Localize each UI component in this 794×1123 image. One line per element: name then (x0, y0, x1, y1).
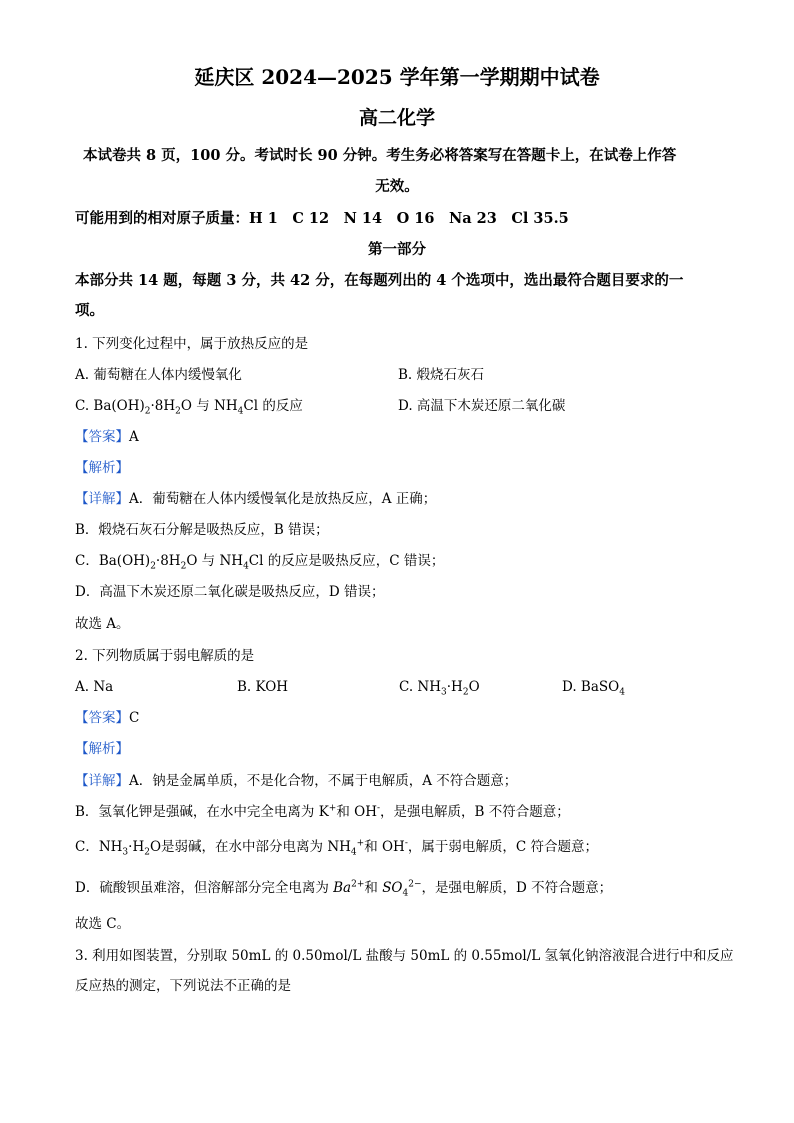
q2-option-a: A. Na (75, 679, 114, 695)
part-instructions-line-2: 项。 (75, 302, 104, 319)
q2-analysis-tag: 【解析】 (75, 741, 129, 757)
q2-detail-d: D．硫酸钡虽难溶，但溶解部分完全电离为 $Ba^{2+}$和 $SO_4^{2-}$，是强电解质，D 不符合题意； (75, 879, 613, 899)
q2-option-c: C. $NH_3\cdot H_2O$ (399, 679, 480, 698)
q1-detail-d: D．高温下木炭还原二氧化碳是吸热反应，D 错误； (75, 584, 385, 600)
part-title: 第一部分 (368, 241, 426, 258)
q2-detail-a: 【详解】A．钠是金属单质，不是化合物，不属于电解质，A 不符合题意； (75, 773, 518, 789)
notice-line-2: 无效。 (375, 178, 419, 195)
q2-stem: 2. 下列物质属于弱电解质的是 (75, 648, 255, 664)
q3-stem-line-2: 反应热的测定，下列说法不正确的是 (75, 978, 291, 994)
q1-option-b: B. 煅烧石灰石 (398, 367, 485, 383)
notice-line-1: 本试卷共 8 页，100 分。考试时长 90 分钟。考生务必将答案写在答题卡上，在试卷上作答 (83, 147, 677, 164)
q1-detail-b: B．煅烧石灰石分解是吸热反应，B 错误； (75, 522, 329, 538)
q1-answer: 【答案】A (75, 429, 139, 445)
q1-option-a: A. 葡萄糖在人体内缓慢氧化 (75, 367, 242, 383)
q2-conclusion: 故选 C。 (75, 916, 131, 932)
q2-answer: 【答案】C (75, 710, 140, 726)
q3-stem-line-1: 3. 利用如图装置，分别取 50mL 的 0.50mol/L 盐酸与 50mL 的 0.55mol/L 氢氧化钠溶液混合进行中和反应 (75, 948, 734, 964)
q2-detail-c: C．$NH_3\cdot H_2O$是弱碱，在水中部分电离为 $NH_4^+$和 OH-，属于弱电解质，C 符合题意； (75, 838, 599, 858)
q1-option-c: C. $Ba(OH)_2\cdot 8H_2O$ 与 $NH_4Cl$ 的反应 (75, 398, 303, 417)
q2-option-b: B. KOH (237, 679, 289, 695)
q1-detail-c: C．$Ba(OH)_2\cdot 8H_2O$ 与 $NH_4Cl$ 的反应是吸热反应，C 错误； (75, 553, 445, 572)
answer-tag: 【答案】 (75, 710, 129, 726)
q1-stem: 1. 下列变化过程中，属于放热反应的是 (75, 336, 309, 352)
part-instructions-line-1: 本部分共 14 题，每题 3 分，共 42 分，在每题列出的 4 个选项中，选出最符合题目要求的一 (75, 272, 684, 289)
q2-detail-b: B．氢氧化钾是强碱，在水中完全电离为 K+和 OH-，是强电解质，B 不符合题意； (75, 803, 570, 820)
q1-detail-a: 【详解】A．葡萄糖在人体内缓慢氧化是放热反应，A 正确； (75, 491, 437, 507)
q1-analysis-tag: 【解析】 (75, 460, 129, 476)
answer-tag: 【答案】 (75, 429, 129, 445)
atomic-masses: 可能用到的相对原子质量：H 1 C 12 N 14 O 16 Na 23 Cl 35.5 (75, 210, 569, 227)
q1-conclusion: 故选 A。 (75, 616, 130, 632)
exam-title: 延庆区 2024—2025 学年第一学期期中试卷 (194, 65, 600, 89)
q1-option-d: D. 高温下木炭还原二氧化碳 (398, 398, 566, 414)
q2-option-d: D. BaSO$_4$ (562, 679, 625, 698)
subject-title: 高二化学 (358, 107, 435, 129)
